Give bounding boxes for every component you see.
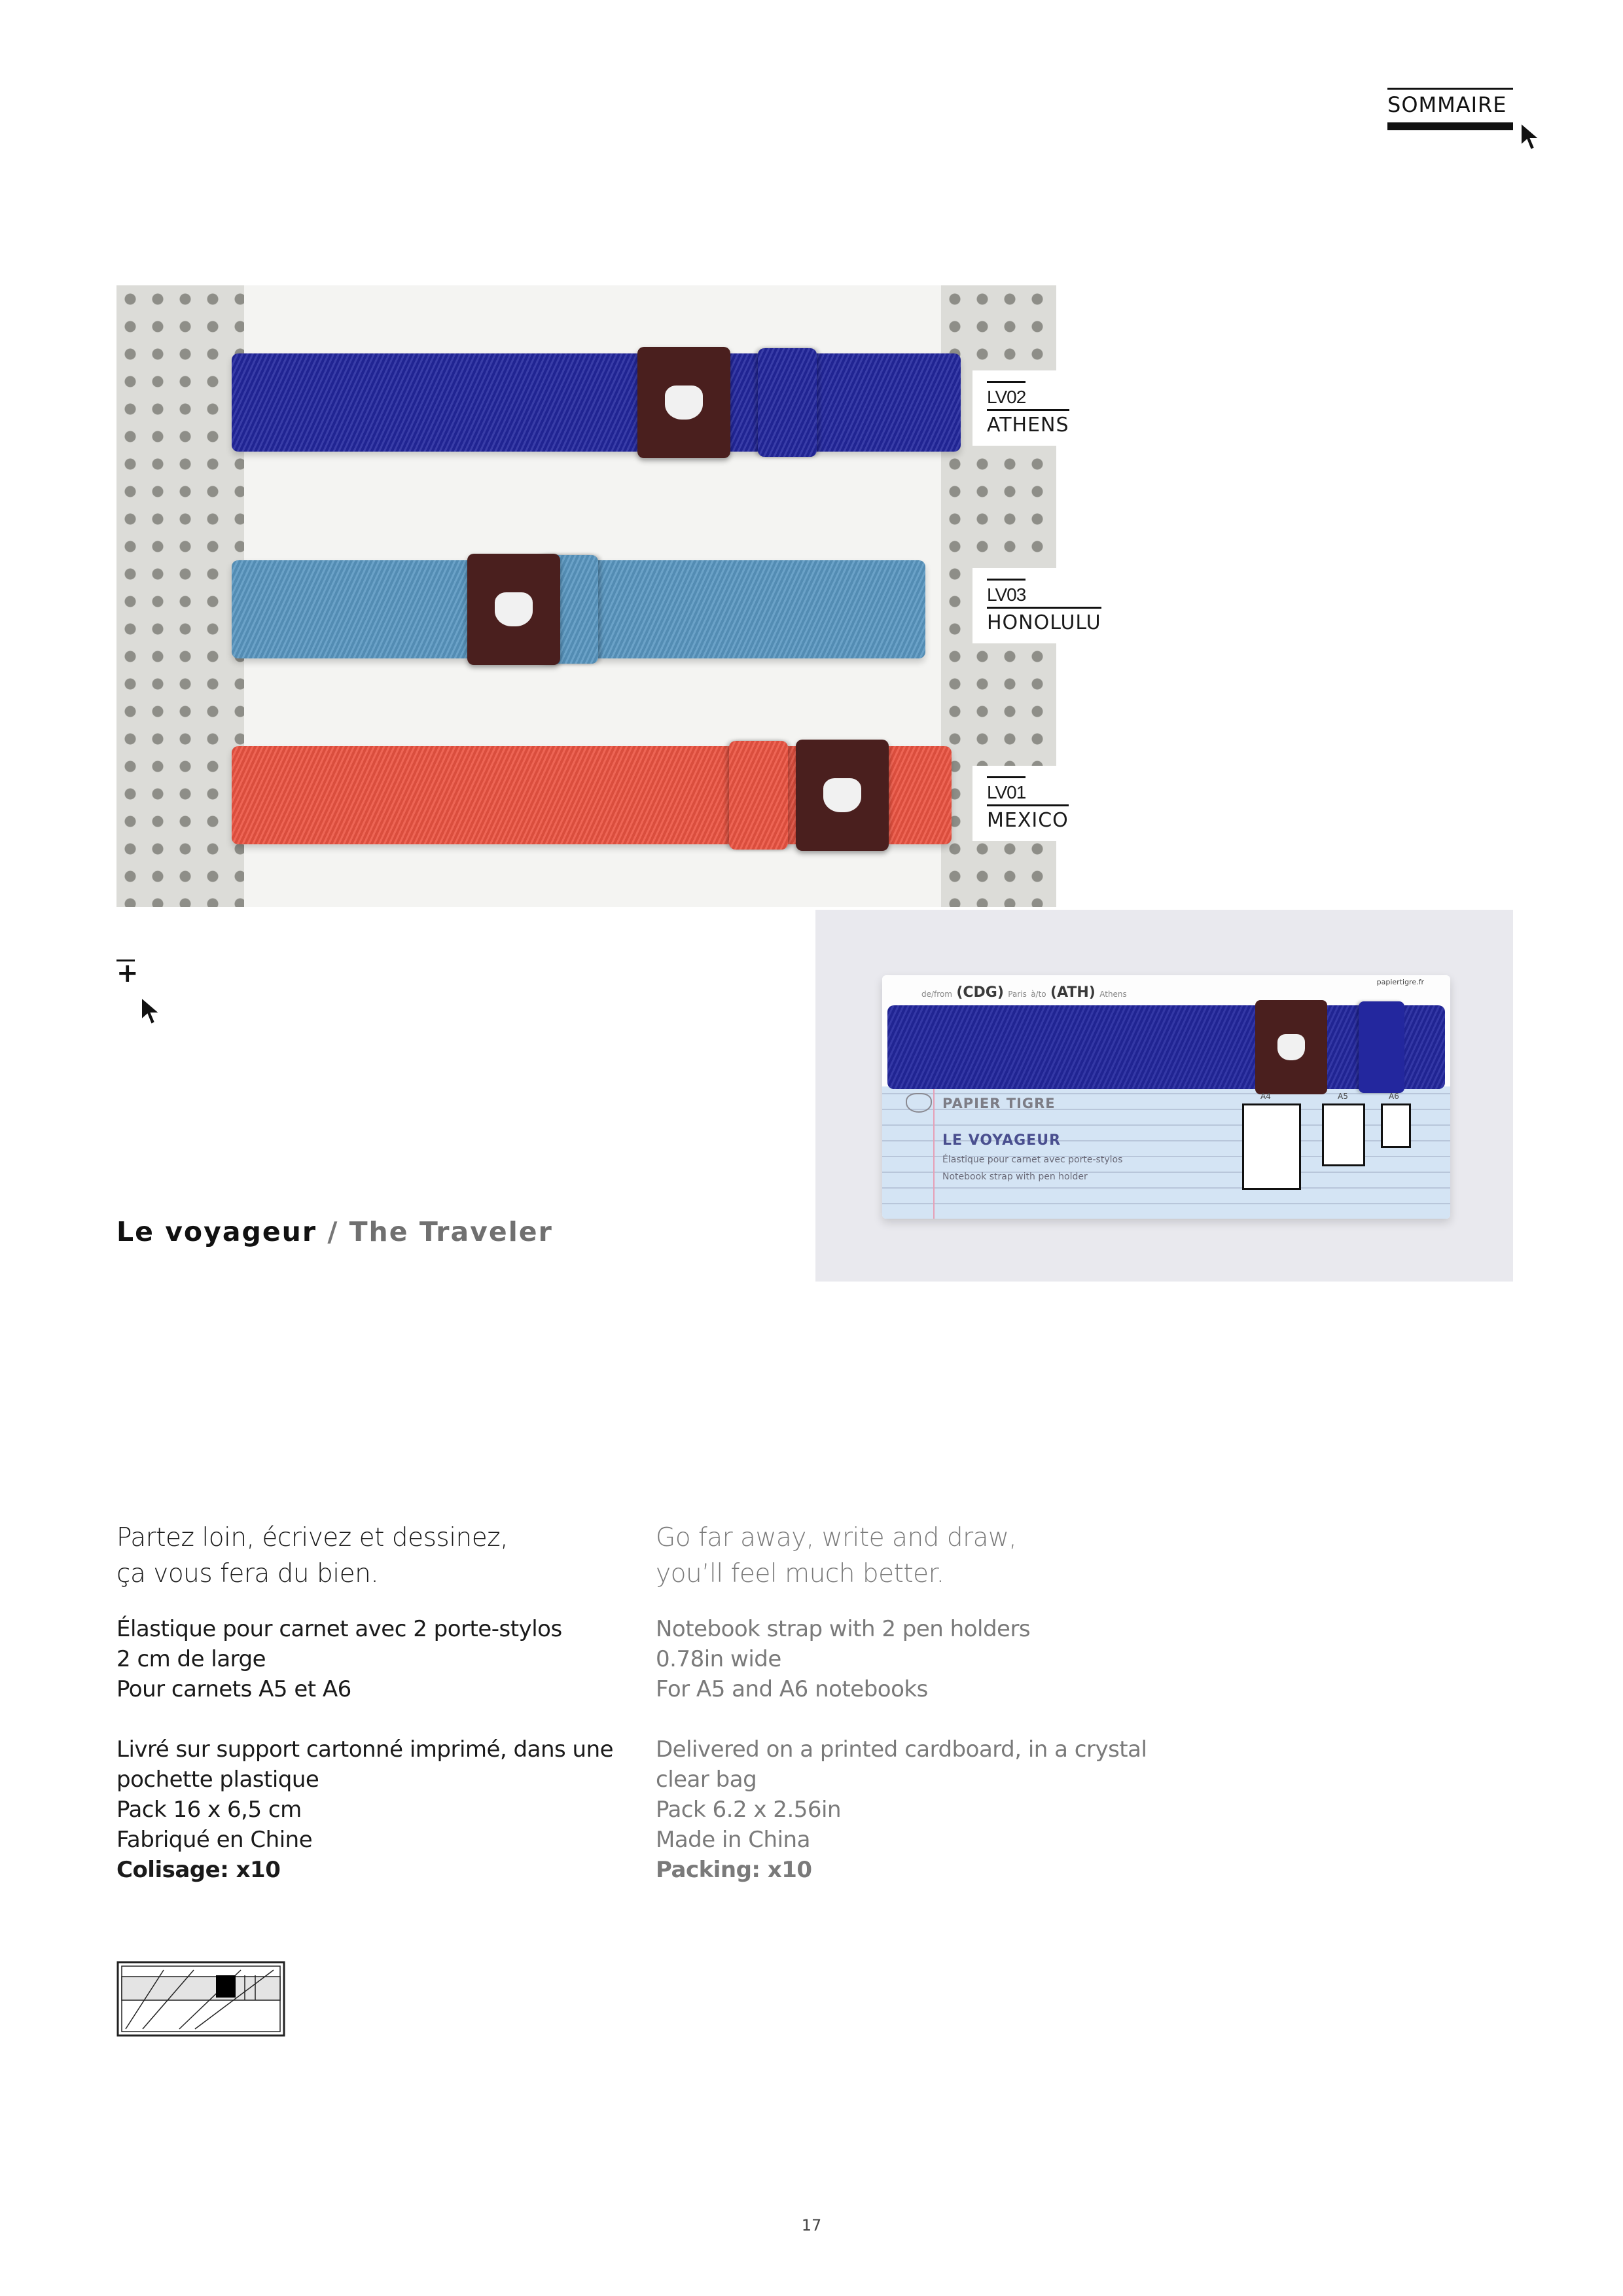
packaging-desc-en: Notebook strap with pen holder (942, 1172, 1088, 1182)
to-city: Athens (1099, 990, 1127, 999)
pack-line: Fabriqué en Chine (116, 1827, 313, 1853)
strap-honolulu (232, 560, 925, 658)
notebook-a6 (1381, 1103, 1411, 1148)
packaging-product-name: LE VOYAGEUR (942, 1132, 1061, 1149)
title-en: The Traveler (349, 1216, 553, 1247)
packaging-photo (815, 910, 1513, 1282)
variant-code: LV03 (987, 579, 1026, 607)
strap-patch (1255, 1000, 1327, 1094)
brand-website: papiertigre.fr (1376, 978, 1424, 986)
size-diagram (1241, 1092, 1437, 1190)
variant-name: ATHENS (987, 409, 1069, 437)
packaging-desc-fr: Élastique pour carnet avec porte-stylos (942, 1155, 1123, 1165)
description-en (656, 1520, 1153, 1915)
specs-en (656, 1614, 1153, 1704)
spec-line: 2 cm de large (116, 1646, 266, 1672)
page-number: 17 (801, 2216, 822, 2234)
tiger-logo-icon (665, 386, 703, 420)
strap-patch (637, 347, 730, 458)
strap-patch (467, 554, 560, 665)
packaging-box-diagram (116, 1961, 285, 2037)
to-label: à/to (1031, 990, 1046, 999)
description-fr (116, 1520, 614, 1915)
pack-line: Made in China (656, 1827, 810, 1853)
spec-line: For A5 and A6 notebooks (656, 1676, 928, 1702)
strap-mexico (232, 746, 952, 844)
plus-icon[interactable]: + (116, 958, 139, 988)
spec-line: Élastique pour carnet avec 2 porte-stylos (116, 1616, 562, 1642)
packaged-strap (887, 1005, 1445, 1089)
to-code: (ATH) (1050, 984, 1096, 1001)
variant-name: MEXICO (987, 804, 1069, 832)
tagline-line: ça vous fera du bien. (116, 1559, 379, 1588)
tiger-logo-icon (1277, 1034, 1305, 1060)
strap-loop (758, 348, 817, 457)
brand-name: PAPIER TIGRE (942, 1096, 1056, 1111)
pack-line: Pack 6.2 x 2.56in (656, 1797, 842, 1823)
from-code: (CDG) (956, 984, 1004, 1001)
variant-name: HONOLULU (987, 607, 1101, 634)
from-city: Paris (1008, 990, 1027, 999)
packaging-info-fr (116, 1734, 614, 1885)
margin-line (933, 1086, 935, 1219)
packing-line: Packing: x10 (656, 1857, 812, 1883)
tiger-logo-icon (495, 592, 533, 626)
tagline-line: Go far away, write and draw, (656, 1523, 1017, 1552)
cursor-arrow-icon (140, 996, 162, 1026)
tagline-fr (116, 1520, 614, 1592)
size-label: A6 (1389, 1092, 1399, 1101)
product-photo (116, 285, 1056, 907)
variant-label-honolulu[interactable] (972, 568, 1120, 643)
title-separator: / (317, 1216, 349, 1247)
size-label: A5 (1338, 1092, 1348, 1101)
tagline-line: you’ll feel much better. (656, 1559, 944, 1588)
size-label: A4 (1260, 1092, 1271, 1101)
pack-line: Livré sur support cartonné imprimé, dans une (116, 1736, 614, 1763)
packing-line: Colisage: x10 (116, 1857, 281, 1883)
title-fr: Le voyageur (116, 1216, 317, 1247)
spec-line: 0.78in wide (656, 1646, 781, 1672)
tagline-line: Partez loin, écrivez et dessinez, (116, 1523, 508, 1552)
product-title (116, 1216, 553, 1247)
variant-label-mexico[interactable] (972, 766, 1087, 841)
packaging-info-en (656, 1734, 1153, 1885)
notebook-a4 (1242, 1103, 1301, 1190)
spec-line: Pour carnets A5 et A6 (116, 1676, 351, 1702)
notebook-a5 (1322, 1103, 1365, 1166)
pack-line: Pack 16 x 6,5 cm (116, 1797, 302, 1823)
strap-loop (729, 741, 788, 850)
pack-line: clear bag (656, 1767, 757, 1793)
sommaire-label: SOMMAIRE (1387, 92, 1507, 117)
pack-line: Delivered on a printed cardboard, in a crystal (656, 1736, 1147, 1763)
specs-fr (116, 1614, 614, 1704)
variant-label-athens[interactable] (972, 370, 1088, 446)
sommaire-link[interactable] (1387, 88, 1513, 121)
strap-athens (232, 353, 961, 452)
strap-patch (796, 740, 889, 851)
tiger-logo-icon (823, 778, 861, 812)
packaging-card (882, 975, 1450, 1219)
variant-code: LV02 (987, 381, 1026, 409)
flight-line (921, 984, 1437, 1004)
tiger-logo-icon (906, 1093, 932, 1113)
strap-loop (1359, 1001, 1404, 1093)
spec-line: Notebook strap with 2 pen holders (656, 1616, 1031, 1642)
tagline-en (656, 1520, 1153, 1592)
variant-code: LV01 (987, 776, 1026, 804)
cursor-arrow-icon (1520, 122, 1542, 152)
from-label: de/from (921, 990, 952, 999)
pack-line: pochette plastique (116, 1767, 319, 1793)
